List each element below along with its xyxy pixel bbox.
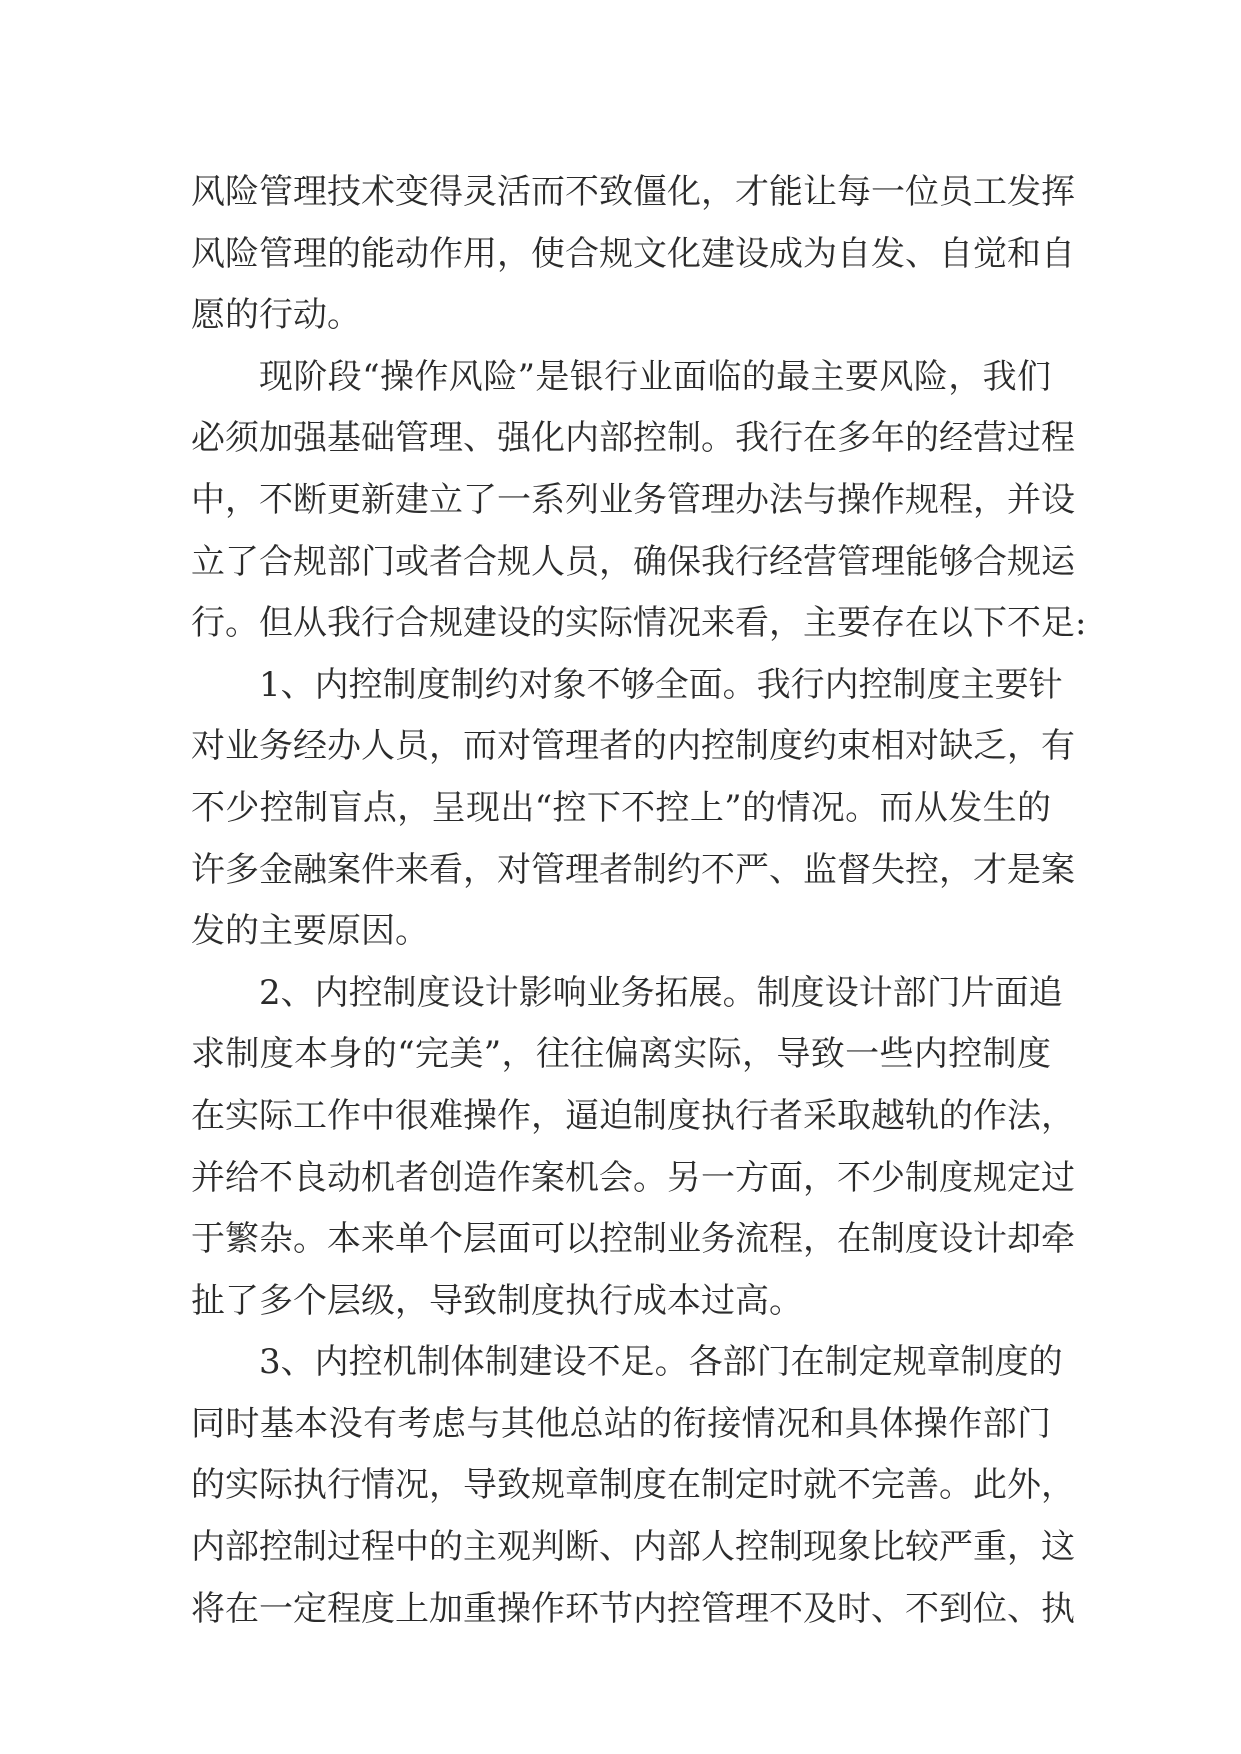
text-line: 内部控制过程中的主观判断、内部人控制现象比较严重，这 <box>191 1527 1075 1568</box>
text-line: 2、内控制度设计影响业务拓展。制度设计部门片面追 <box>259 972 1063 1013</box>
text-line: 1、内控制度制约对象不够全面。我行内控制度主要针 <box>259 664 1063 705</box>
text-line: 风险管理的能动作用，使合规文化建设成为自发、自觉和自 <box>191 233 1075 274</box>
text-line: 立了合规部门或者合规人员，确保我行经营管理能够合规运 <box>191 541 1075 582</box>
text-line: 对业务经办人员，而对管理者的内控制度约束相对缺乏，有 <box>191 726 1075 767</box>
text-line: 3、内控机制体制建设不足。各部门在制定规章制度的 <box>259 1342 1063 1383</box>
text-line: 的实际执行情况，导致规章制度在制定时就不完善。此外， <box>191 1465 1075 1506</box>
text-line: 许多金融案件来看，对管理者制约不严、监督失控，才是案 <box>191 849 1075 890</box>
document-body <box>191 162 1087 1640</box>
text-line: 求制度本身的“完美”，往往偏离实际，导致一些内控制度 <box>191 1034 1051 1075</box>
text-line: 在实际工作中很难操作，逼迫制度执行者采取越轨的作法， <box>191 1095 1075 1136</box>
text-line: 不少控制盲点，呈现出“控下不控上”的情况。而从发生的 <box>191 787 1051 828</box>
text-line: 风险管理技术变得灵活而不致僵化，才能让每一位员工发挥 <box>191 172 1075 212</box>
text-line: 于繁杂。本来单个层面可以控制业务流程，在制度设计却牵 <box>191 1219 1075 1260</box>
text-line: 并给不良动机者创造作案机会。另一方面，不少制度规定过 <box>191 1157 1075 1198</box>
text-line: 愿的行动。 <box>191 295 361 336</box>
text-line: 发的主要原因。 <box>191 911 429 952</box>
text-line: 中，不断更新建立了一系列业务管理办法与操作规程，并设 <box>191 479 1075 520</box>
text-line: 扯了多个层级，导致制度执行成本过高。 <box>191 1280 803 1321</box>
text-line: 必须加强基础管理、强化内部控制。我行在多年的经营过程 <box>191 418 1075 459</box>
text-line: 同时基本没有考虑与其他总站的衔接情况和具体操作部门 <box>191 1403 1051 1444</box>
text-line: 现阶段“操作风险”是银行业面临的最主要风险，我们 <box>259 356 1051 397</box>
text-line: 行。但从我行合规建设的实际情况来看，主要存在以下不足: <box>191 603 1087 644</box>
text-line: 将在一定程度上加重操作环节内控管理不及时、不到位、执 <box>191 1588 1075 1629</box>
